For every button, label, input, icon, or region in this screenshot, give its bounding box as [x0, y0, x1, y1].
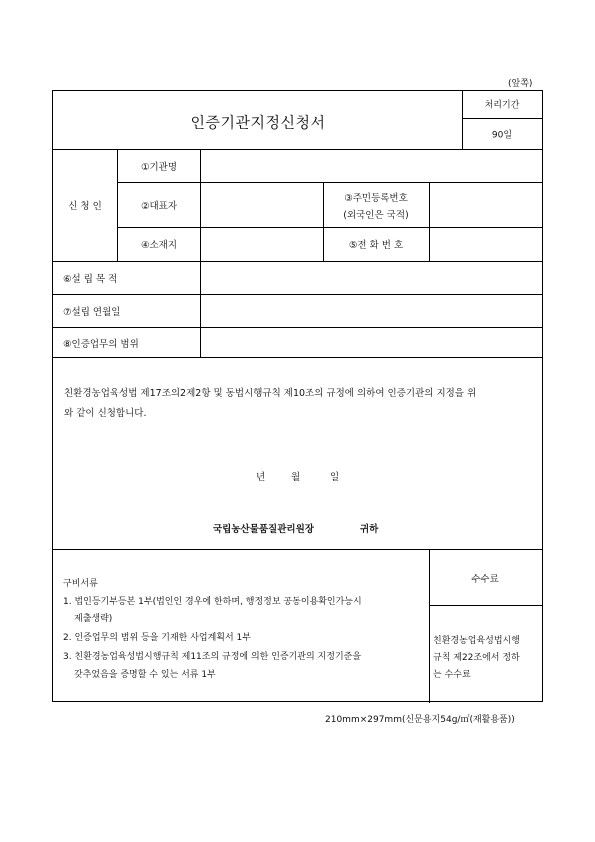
paper-spec-footer: 210mm×297mm(신문용지54g/㎡(재활용품))	[325, 715, 515, 725]
processing-period-label: 처리기간	[484, 100, 520, 111]
application-form	[52, 90, 543, 702]
resident-number-label: ③주민등록번호	[344, 193, 408, 204]
date-month: 월	[291, 472, 301, 483]
address-field[interactable]	[201, 228, 322, 260]
document-item-3: 3. 친환경농업육성법시행규칙 제11조의 규정에 의한 인증기관의 지정기준을	[63, 652, 362, 662]
scope-field[interactable]	[201, 328, 541, 356]
declaration-line-2: 와 같이 신청합니다.	[64, 408, 147, 419]
date-year: 년	[256, 472, 266, 483]
document-item-1: 1. 법인등기부등본 1부(법인인 경우에 한하며, 행정정보 공동이용확인가능시	[63, 597, 362, 607]
representative-field[interactable]	[201, 183, 322, 226]
purpose-label: ⑥설 립 목 적	[63, 274, 118, 285]
org-name-label: ①기관명	[140, 162, 178, 173]
purpose-field[interactable]	[201, 262, 541, 293]
documents-heading: 구비서류	[63, 579, 98, 589]
fee-text-line-3: 는 수수료	[433, 670, 471, 680]
date-day: 일	[330, 472, 340, 483]
page-side-label: (앞쪽)	[508, 79, 533, 89]
resident-number-field[interactable]	[430, 183, 541, 226]
fee-text-line-2: 규칙 제22조에서 정하	[433, 653, 520, 663]
document-item-3-cont: 갖추었음을 증명할 수 있는 서류 1부	[74, 670, 216, 680]
recipient: 국립농산물품질관리원장	[213, 524, 314, 535]
phone-label: ⑤전 화 번 호	[348, 240, 404, 251]
org-name-field[interactable]	[201, 150, 541, 181]
document-item-1-cont: 제출생략)	[74, 614, 113, 624]
declaration-line-1: 친환경농업육성법 제17조의2제2항 및 동법시행규칙 제10조의 규정에 의하여 인증기관의 지정을 위	[64, 388, 477, 399]
nationality-note: (외국인은 국적)	[343, 210, 409, 221]
processing-period-value: 90일	[491, 130, 513, 141]
address-label: ④소재지	[140, 240, 178, 251]
form-title: 인증기관지정신청서	[190, 113, 326, 132]
phone-field[interactable]	[430, 228, 541, 260]
document-item-2: 2. 인증업무의 범위 등을 기재한 사업계획서 1부	[63, 633, 251, 643]
fee-text-line-1: 친환경농업육성법시행	[433, 636, 520, 646]
established-date-field[interactable]	[201, 295, 541, 326]
representative-label: ②대표자	[140, 201, 178, 212]
scope-label: ⑧인증업무의 범위	[63, 339, 139, 350]
applicant-label: 신 청 인	[68, 201, 102, 212]
fee-label: 수수료	[471, 574, 499, 585]
established-date-label: ⑦설립 연월일	[63, 307, 121, 318]
honorific: 귀하	[360, 524, 379, 535]
